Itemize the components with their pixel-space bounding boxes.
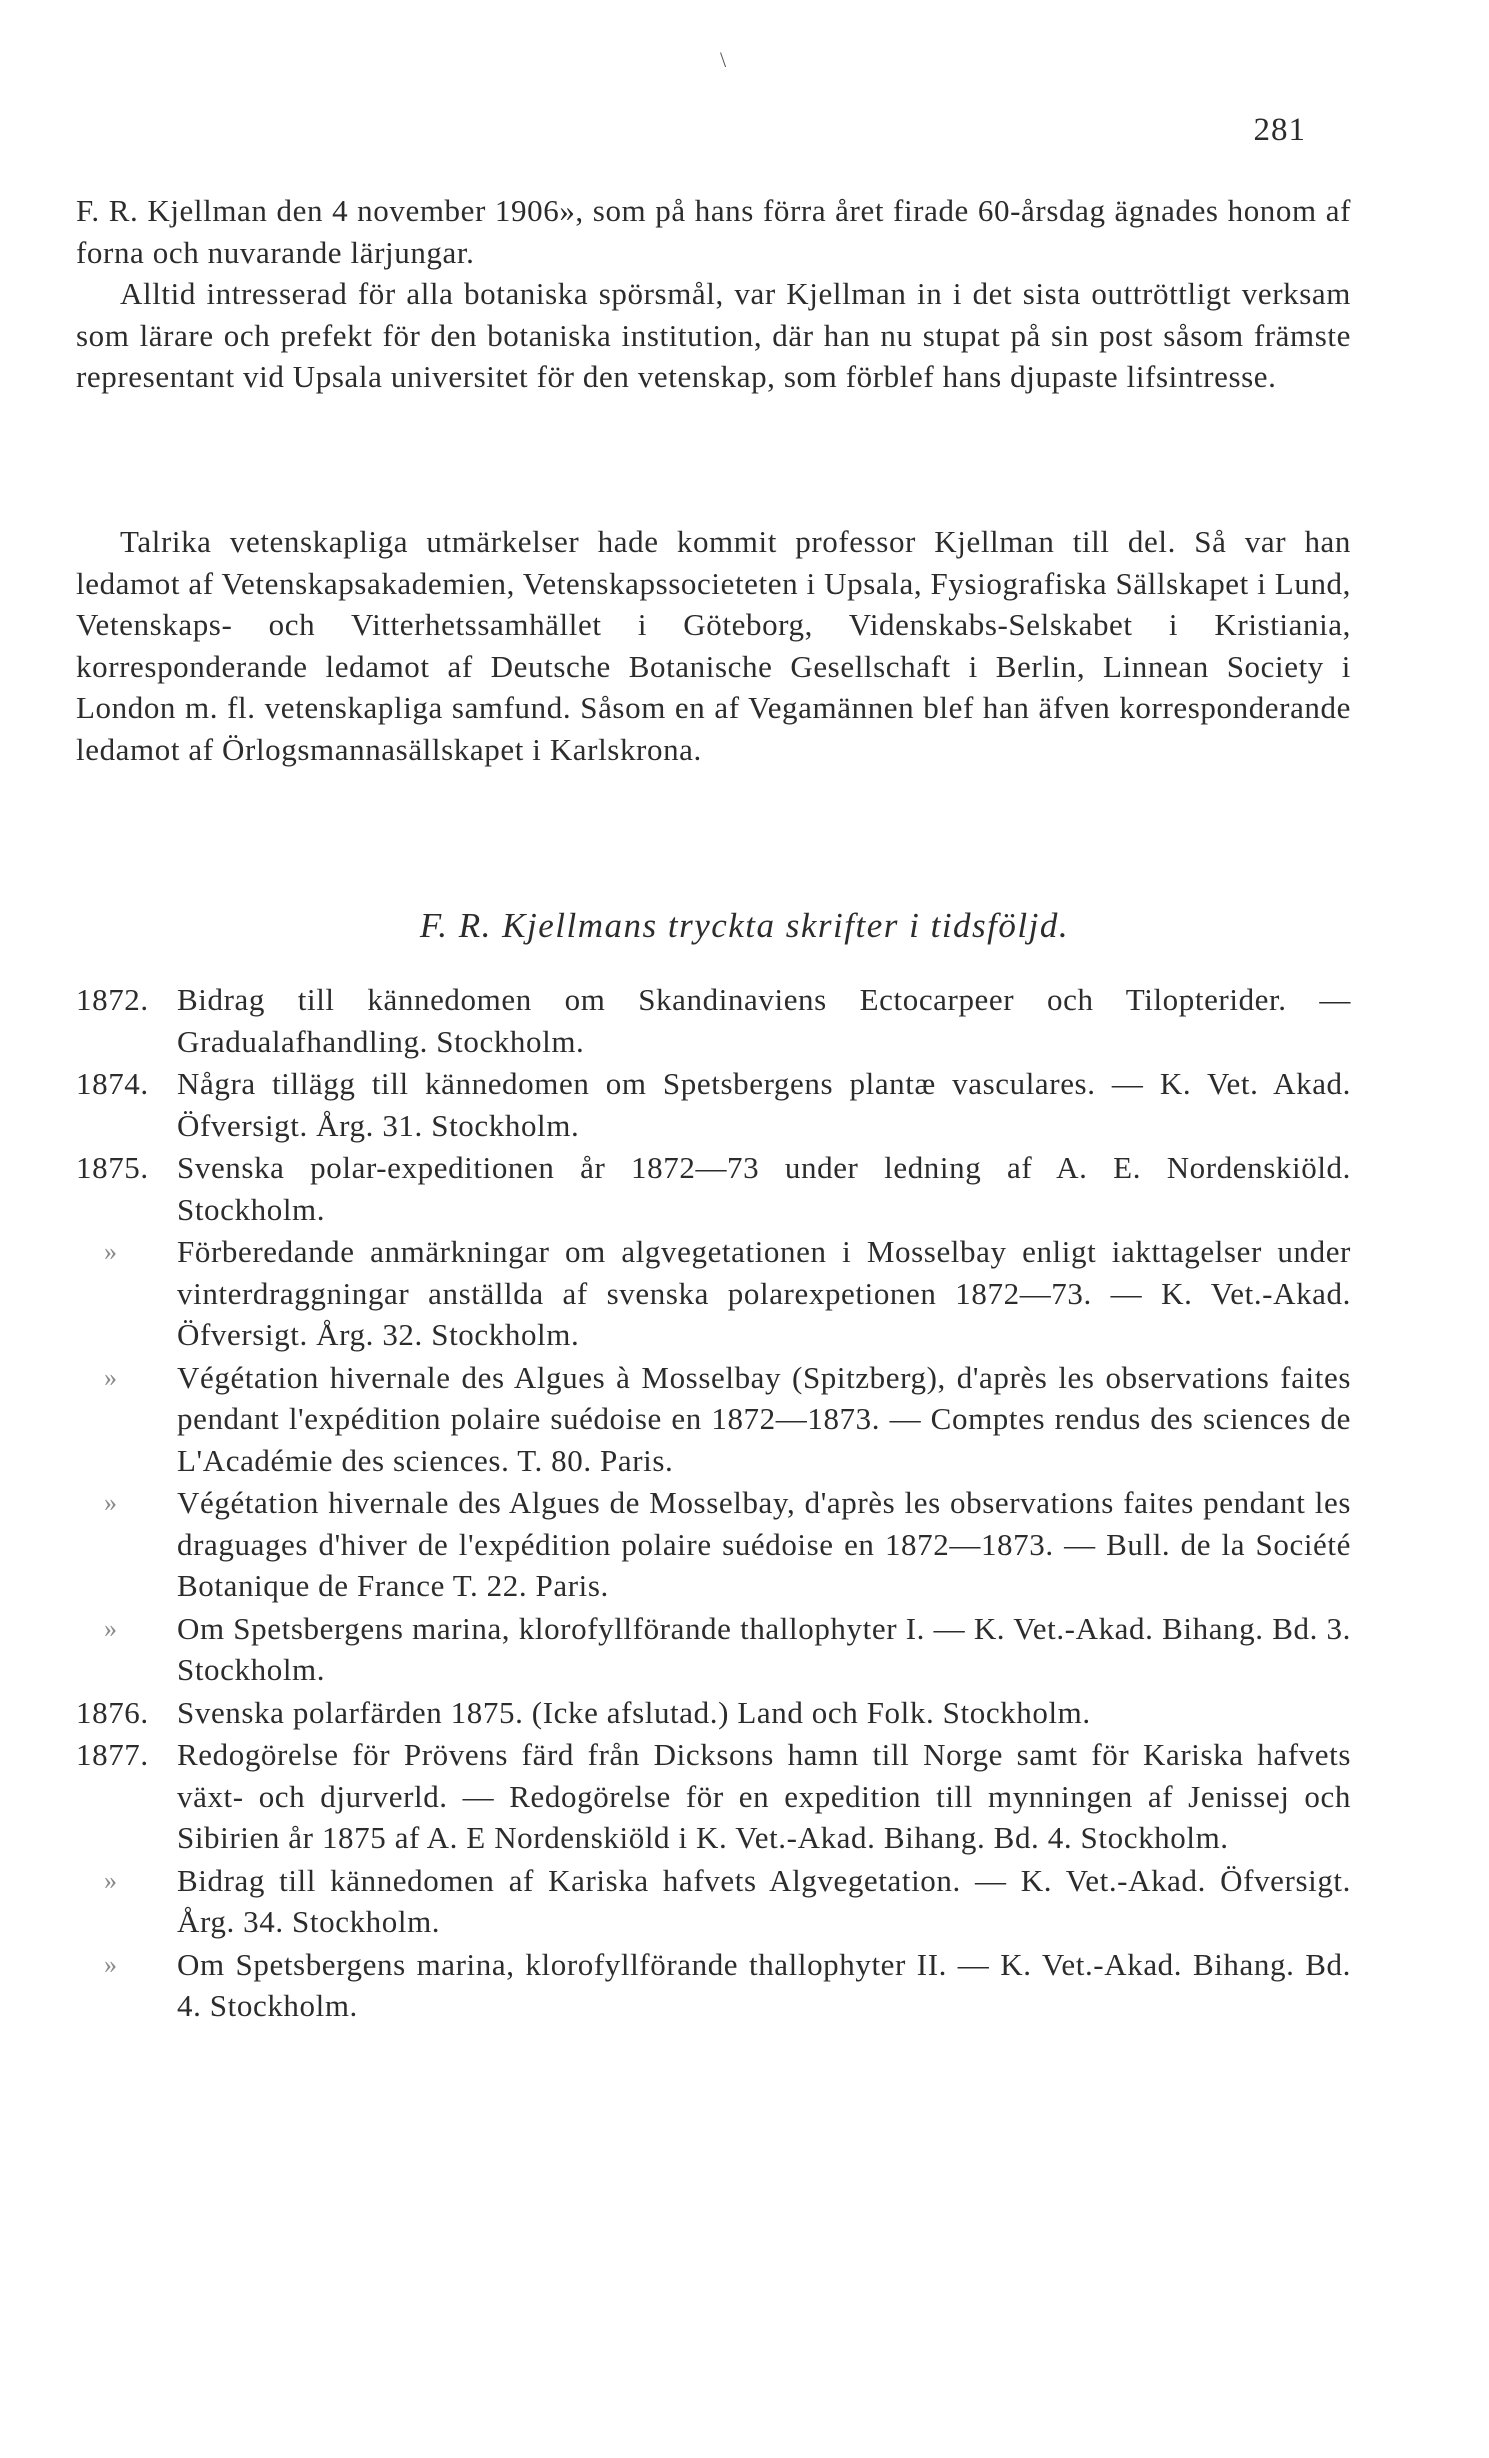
entry-text: Svenska polar-expeditionen år 1872—73 under ledning af A. E. Nordenskiöld. Stockholm. <box>177 1150 1351 1227</box>
page-number: 281 <box>1253 112 1306 148</box>
bibliography-list <box>76 979 1351 2028</box>
bibliography-entry <box>76 1860 1351 1943</box>
entry-text: Végétation hivernale des Algues à Mosselbay (Spitzberg), d'après les observations faites pendant l'expédition polaire suédoise en 1872—1873. — Comptes rendus des sciences de L'Académie des sciences. T. 80. Paris. <box>177 1359 1351 1478</box>
bibliography-entry <box>76 1692 1351 1734</box>
section-heading: F. R. Kjellmans tryckta skrifter i tidsföljd. <box>419 906 1070 945</box>
ditto-mark: » <box>104 1865 118 1895</box>
page-mark: \ <box>720 47 727 72</box>
bibliography-entry <box>76 1357 1351 1482</box>
entry-text: Bidrag till kännedomen af Kariska hafvets Algvegetation. — K. Vet.-Akad. Öfversigt. Årg. 34. Stockholm. <box>177 1862 1351 1939</box>
bibliography-entry <box>76 1482 1351 1607</box>
entry-text: Végétation hivernale des Algues de Mosselbay, d'après les observations faites pendant les draguages d'hiver de l'expédition polaire suédoise en 1872—1873. — Bull. de la Société Botanique de France T. 22. Paris. <box>177 1485 1351 1603</box>
ditto-mark: » <box>104 1613 118 1643</box>
entry-year: 1877. <box>76 1737 149 1772</box>
entry-year: 1875. <box>76 1150 149 1185</box>
entry-year: 1876. <box>76 1694 149 1730</box>
bibliography-entry <box>76 979 1351 1062</box>
bibliography-entry <box>76 1147 1351 1230</box>
ditto-mark: » <box>104 1362 118 1392</box>
bibliography-entry <box>76 1944 1351 2027</box>
entry-text: Om Spetsbergens marina, klorofyllförande thallophyter II. — K. Vet.-Akad. Bihang. Bd. 4. Stockholm. <box>177 1946 1351 2023</box>
entry-text: Svenska polarfärden 1875. (Icke afslutad.) Land och Folk. Stockholm. <box>177 1694 1091 1730</box>
entry-year: 1872. <box>76 982 149 1017</box>
paragraph-3: Talrika vetenskapliga utmärkelser hade kommit professor Kjellman till del. Så var han ledamot af Vetenskapsakademien, Vetenskapssocieteten i Upsala, Fysiografiska Sällskapet i Lund, Vetenskaps- och Vitterhetssamhället i Göteborg, Videnskabs-Selskabet i Kristiania, korresponderande ledamot af Deutsche Botanische Gesellschaft i Berlin, Linnean Society i London m. fl. vetenskapliga samfund. Såsom en af Vegamännen blef han äfven korresponderande ledamot af Örlogsmannasällskapet i Karlskrona. <box>76 524 1351 767</box>
ditto-mark: » <box>104 1237 118 1266</box>
paragraph-1: F. R. Kjellman den 4 november 1906», som på hans förra året firade 60-årsdag ägnades honom af forna och nuvarande lärjungar. <box>76 193 1351 270</box>
paragraph-2: Alltid intresserad för alla botaniska spörsmål, var Kjellman in i det sista outtröttligt verksam som lärare och prefekt för den botaniska institution, där han nu stupat på sin post såsom främste representant vid Upsala universitet för den vetenskap, som förblef hans djupaste lifsintresse. <box>76 276 1351 394</box>
entry-text: Några tillägg till kännedomen om Spetsbergens plantæ vasculares. — K. Vet. Akad. Öfversigt. Årg. 31. Stockholm. <box>177 1066 1351 1143</box>
bibliography-entry <box>76 1063 1351 1146</box>
entry-text: Bidrag till kännedomen om Skandinaviens Ectocarpeer och Tilopterider. — Gradualafhandling. Stockholm. <box>177 982 1351 1059</box>
intro-block <box>76 190 1351 398</box>
entry-text: Redogörelse för Prövens färd från Dicksons hamn till Norge samt för Kariska hafvets växt- och djurverld. — Redogörelse för en expedition till mynningen af Jenissej och Sibirien år 1875 af A. E Nordenskiöld i K. Vet.-Akad. Bihang. Bd. 4. Stockholm. <box>177 1737 1351 1855</box>
bibliography-entry <box>76 1231 1351 1356</box>
honors-block <box>76 521 1351 770</box>
entry-text: Om Spetsbergens marina, klorofyllförande thallophyter I. — K. Vet.-Akad. Bihang. Bd. 3. Stockholm. <box>177 1610 1351 1687</box>
entry-text: Förberedande anmärkningar om algvegetationen i Mosselbay enligt iakttagelser under vinterdraggningar anställda af svenska polarexpetionen 1872—73. — K. Vet.-Akad. Öfversigt. Årg. 32. Stockholm. <box>177 1234 1351 1352</box>
bibliography-entry <box>76 1734 1351 1859</box>
ditto-mark: » <box>104 1949 118 1979</box>
entry-year: 1874. <box>76 1066 149 1101</box>
bibliography-entry <box>76 1608 1351 1691</box>
ditto-mark: » <box>104 1488 118 1517</box>
